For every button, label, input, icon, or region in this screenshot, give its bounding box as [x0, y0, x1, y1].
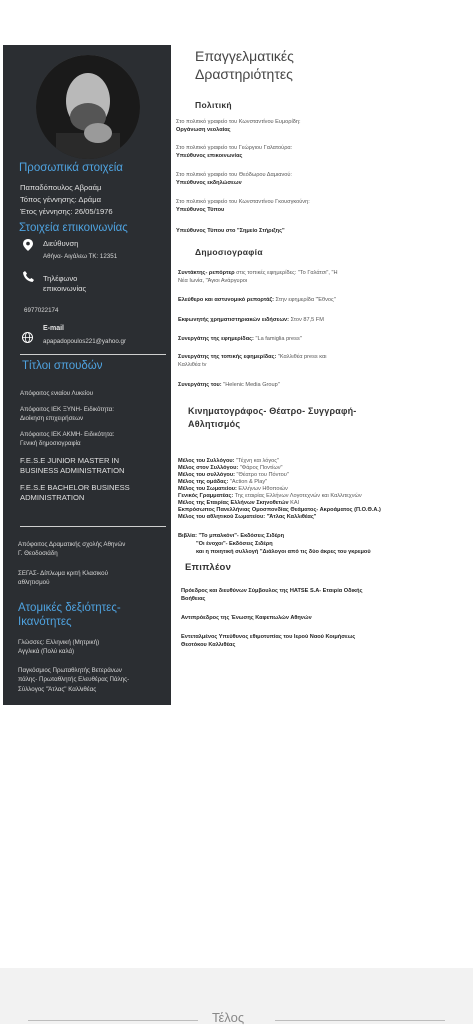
study-item: Απόφοιτος ενιαίου Λυκείου [20, 390, 94, 397]
journalism-detail: "Καλλιθέα press και [276, 354, 327, 360]
section-title: Επαγγελματικές [195, 48, 294, 64]
avatar [36, 55, 140, 159]
journalism-item [178, 270, 338, 278]
phone-icon [23, 271, 34, 285]
journalism-detail: "La famiglia press" [253, 336, 302, 342]
birthdate: Έτος γέννησης: 26/05/1976 [20, 207, 113, 216]
skill-item: Γλώσσες: Ελληνική (Μητρική) [18, 639, 100, 646]
press-office: Υπεύθυνος Τύπου στο "Σημείο Στήριξης" [176, 228, 285, 234]
study-item: Γ. Θεοδοσιάδη [18, 550, 58, 557]
extra-item: Βοήθειας [181, 596, 206, 602]
journalism-item [178, 354, 326, 362]
location-pin-icon [23, 239, 33, 254]
journalism-role: Συνεργάτης της εφημερίδας: [178, 336, 254, 342]
cinema-role: Μέλος της ομάδας: [178, 479, 229, 485]
study-item: Απόφοιτος Δραματικής σχολής Αθηνών [18, 541, 126, 548]
profile-photo [36, 55, 140, 159]
study-item: ΣΕΓΑΣ- Δίπλωμα κριτή Κλασικού [18, 570, 108, 577]
extra-item: Εντεταλμένος Υπεύθυνος εθιμοτυπίας του Ιερού Ναού Κοιμήσεως [181, 634, 356, 640]
politics-role: Υπεύθυνος εκδηλώσεων [176, 180, 242, 186]
study-item: ADMINISTRATION [20, 493, 85, 502]
study-item: Απόφοιτος ΙΕΚ ΑΚΜΗ- Ειδικότητα: [20, 431, 115, 438]
phone-value: 6977022174 [24, 307, 59, 314]
divider [20, 354, 166, 355]
journalism-item [178, 297, 336, 305]
study-item: αθλητισμού [18, 579, 50, 586]
politics-role: Υπεύθυνος επικοινωνίας [176, 153, 243, 159]
globe-icon [22, 332, 33, 346]
journalism-role: Εκφωνητής χρηματιστηριακών ειδήσεων: [178, 317, 290, 323]
address-label: Διεύθυνση [43, 239, 79, 248]
email-label: E-mail [43, 325, 65, 332]
study-item: Γενική δημοσιογραφία [20, 440, 81, 447]
cinema-heading-2: Αθλητισμός [188, 419, 241, 429]
skill-item: Παγκόσμιος Πρωταθλητής Βετεράνων [18, 667, 122, 674]
cinema-role: Μέλος του Συλλόγου: [178, 458, 235, 464]
journalism-detail: Στην εφημερίδα "Έθνος" [273, 297, 336, 303]
extra-heading: Επιπλέον [185, 562, 232, 573]
books-line: Βιβλία: "Το μπαλκόνι"- Εκδόσεις Σιδέρη [178, 533, 285, 539]
personal-heading: Προσωπικά στοιχεία [19, 162, 123, 174]
politics-item: Στο πολιτικό γραφείο του Θεόδωρου Δαμιανού: [176, 172, 292, 178]
phone-label-1: Τηλέφωνο [43, 274, 78, 283]
politics-item: Στο πολιτικό γραφείο του Κωνσταντίνου Γκουσγκούνη: [176, 199, 310, 205]
skill-item: Σύλλογος "Άτλας" Καλλιθέας [18, 686, 97, 693]
cinema-role: Μέλος του Σωματείου: [178, 486, 237, 492]
cinema-role: Εκπρόσωπος Πανελλήνιας Ομοσπονδίας Θεάματος- Ακροάματος (Π.Ο.Θ.Α.) [178, 507, 381, 513]
books-line-3: και η ποιητική συλλογή "Διάλογοι από τις δύο άκρες του γκρεμού [196, 549, 371, 555]
study-item: F.E.S.E JUNIOR MASTER IN [20, 456, 120, 465]
birthplace: Τόπος γέννησης: Δράμα [20, 195, 101, 204]
politics-role: Οργάνωση νεολαίας [176, 127, 231, 133]
section-title-2: Δραστηριότητες [195, 66, 293, 82]
end-rule-left [28, 1020, 198, 1021]
studies-heading: Τίτλοι σπουδών [22, 360, 103, 372]
cinema-detail: "Φάρος Ποντίων" [238, 465, 283, 471]
extra-item: Θεοτόκου Καλλιθέας [181, 642, 236, 648]
journalism-role: Ελεύθερο και αστυνομικό ρεπορτάζ: [178, 297, 274, 303]
cinema-detail: "Τέχνη και λόγος" [234, 458, 279, 464]
journalism-detail-2: Νέα Ιωνία, "Άγιοι Ανάργυροι [178, 278, 248, 284]
cinema-role: Γενικός Γραμματέας: [178, 493, 234, 499]
person-name: Παπαδόπουλος Αβραάμ [20, 183, 102, 192]
extra-item: Πρόεδρος και διευθύνων Σύμβουλος της HATSE S.A- Εταιρία Οδικής [181, 588, 363, 594]
end-rule-right [275, 1020, 445, 1021]
journalism-heading: Δημοσιογραφία [195, 247, 263, 257]
cinema-detail: "Action & Play" [228, 479, 268, 485]
cinema-item [178, 514, 316, 522]
politics-role: Υπεύθυνος Τύπου [176, 207, 225, 213]
books-line-2: "Οι ένοχοι"- Εκδόσεις Σιδέρη [196, 541, 273, 547]
contact-heading: Στοιχεία επικοινωνίας [19, 222, 128, 234]
skill-item: πάλης- Πρωταθλητής Ελευθέρας Πάλης- [18, 676, 130, 683]
cinema-detail: Ελλήνων Ηθοποιών [236, 486, 288, 492]
phone-label-2: επικοινωνίας [43, 284, 87, 293]
journalism-role: Συνεργάτης του: [178, 382, 222, 388]
journalism-item [178, 382, 280, 390]
study-item: Απόφοιτος ΙΕΚ ΞΥΝΗ- Ειδικότητα: [20, 406, 114, 413]
study-item: F.E.S.E BACHELOR BUSINESS [20, 483, 130, 492]
journalism-detail: Στον 87,5 FM [289, 317, 324, 323]
cinema-detail: "Θέατρο του Πόντου" [234, 472, 289, 478]
politics-item: Στο πολιτικό γραφείο του Κωνσταντίνου Ευμορίδη: [176, 119, 301, 125]
divider [20, 526, 166, 527]
journalism-detail: "Helenic Media Group" [221, 382, 280, 388]
end-text: Τέλος [212, 1010, 245, 1025]
cinema-role: Μέλος του συλλόγου: [178, 472, 235, 478]
journalism-item [178, 336, 302, 344]
study-item: BUSINESS ADMINISTRATION [20, 466, 125, 475]
journalism-detail: στις τοπικές εφημερίδες: "Το Γαλάτσι", "Η [234, 270, 338, 276]
journalism-item [178, 317, 324, 325]
skills-heading: Ατομικές δεξιότητες- [18, 602, 121, 614]
cinema-role: Μέλος της Εταιρίας Ελλήνων Σκηνοθετών [178, 500, 289, 506]
cinema-detail: ΚΑΙ [288, 500, 300, 506]
extra-item: Αντιπρόεδρος της Ένωσης Καφεπωλών Αθηνών [181, 615, 312, 621]
cinema-role: Μέλος του αθλητικού Σωματείου: "Άτλας Καλλιθέας" [178, 514, 317, 520]
study-item: Διοίκηση επιχειρήσεων [20, 415, 84, 422]
politics-item: Στο πολιτικό γραφείο του Γεώργιου Γαλατούρα: [176, 145, 293, 151]
skills-heading-2: Ικανότητες [18, 616, 72, 628]
cinema-role: Μέλος στον Συλλόγου: [178, 465, 239, 471]
politics-heading: Πολιτική [195, 100, 232, 110]
cinema-heading: Κινηματογράφος- Θέατρο- Συγγραφή- [188, 406, 357, 416]
address-value: Αθήνα- Αιγάλεω ΤΚ: 12351 [43, 253, 118, 260]
journalism-role: Συντάκτης- ρεπόρτερ [178, 270, 235, 276]
email-value[interactable]: apapadopoulos221@yahoo.gr [43, 338, 127, 345]
journalism-role: Συνεργάτης της τοπικής εφημερίδας: [178, 354, 277, 360]
cinema-detail: Της εταιρίας Ελλήνων Λογοτεχνών και Καλλιτεχνών [233, 493, 362, 499]
skill-item: Αγγλικά (Πολύ καλά) [18, 648, 75, 655]
journalism-detail-2: Καλλιθέα tv [178, 362, 207, 368]
sidebar [3, 45, 171, 705]
